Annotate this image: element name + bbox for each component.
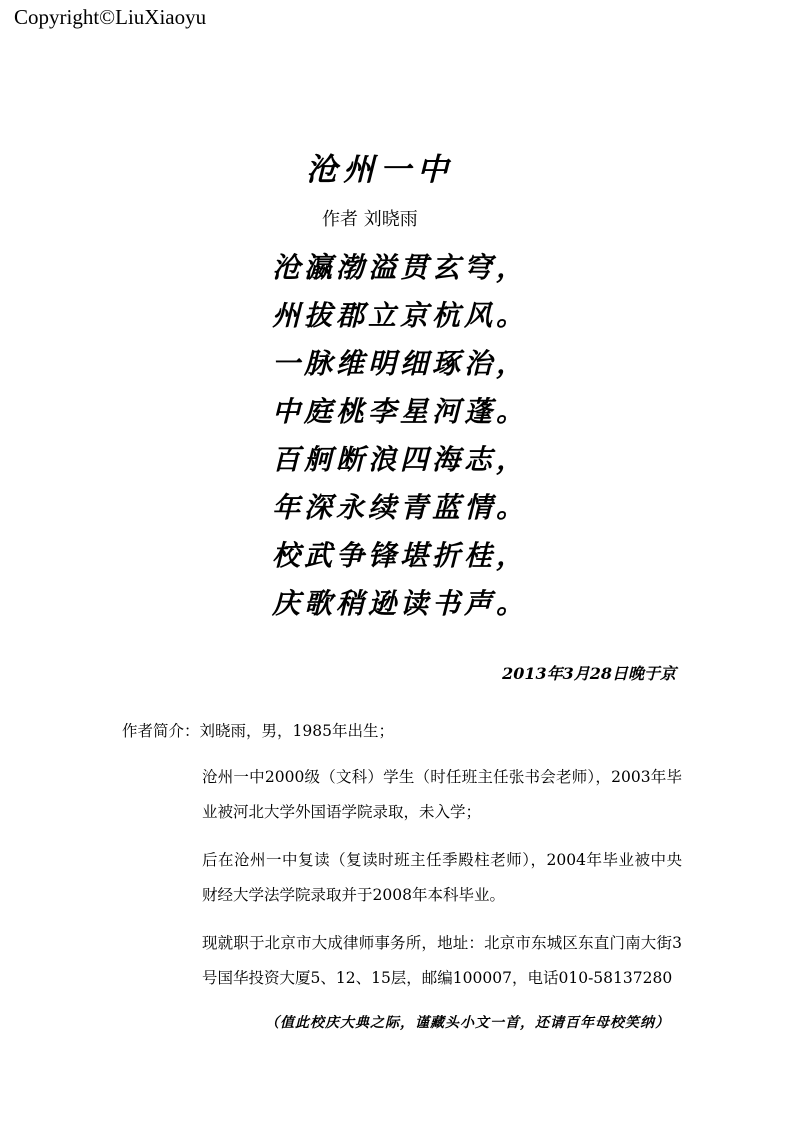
poem-body <box>272 244 552 628</box>
poem-line: 校武争锋堪折桂， <box>272 539 529 572</box>
poem-line: 百舸断浪四海志， <box>272 443 529 476</box>
copyright-notice: Copyright©LiuXiaoyu <box>14 5 207 29</box>
author-bio-heading: 作者简介：刘晓雨，男，1985年出生； <box>122 722 394 740</box>
bio-paragraph: 后在沧州一中复读（复读时班主任季殿柱老师），2004年毕业被中央财经大学法学院录取并于2008年本科毕业。 <box>202 851 682 904</box>
poem-line: 中庭桃李星河蓬。 <box>272 395 529 428</box>
poem-line: 庆歌稍逊读书声。 <box>272 587 529 620</box>
poem-line: 年深永续青蓝情。 <box>272 491 529 524</box>
poem-date: 2013年3月28日晚于京 <box>502 664 676 683</box>
poem-line: 沧瀛渤溢贯玄穹， <box>272 251 529 284</box>
poem-author: 作者 刘晓雨 <box>322 209 418 230</box>
bio-paragraph: 现就职于北京市大成律师事务所，地址：北京市东城区东直门南大街3号国华投资大厦5、12、15层，邮编100007，电话010-58137280 <box>202 934 682 987</box>
poem-line: 一脉维明细琢治， <box>272 347 529 380</box>
dedication-note: （值此校庆大典之际，谨藏头小文一首，还请百年母校笑纳） <box>265 1015 670 1031</box>
bio-paragraph: 沧州一中2000级（文科）学生（时任班主任张书会老师），2003年毕业被河北大学外国语学院录取，未入学； <box>202 768 682 821</box>
poem-line: 州拔郡立京杭风。 <box>272 299 529 332</box>
poem-title: 沧州一中 <box>306 152 454 188</box>
